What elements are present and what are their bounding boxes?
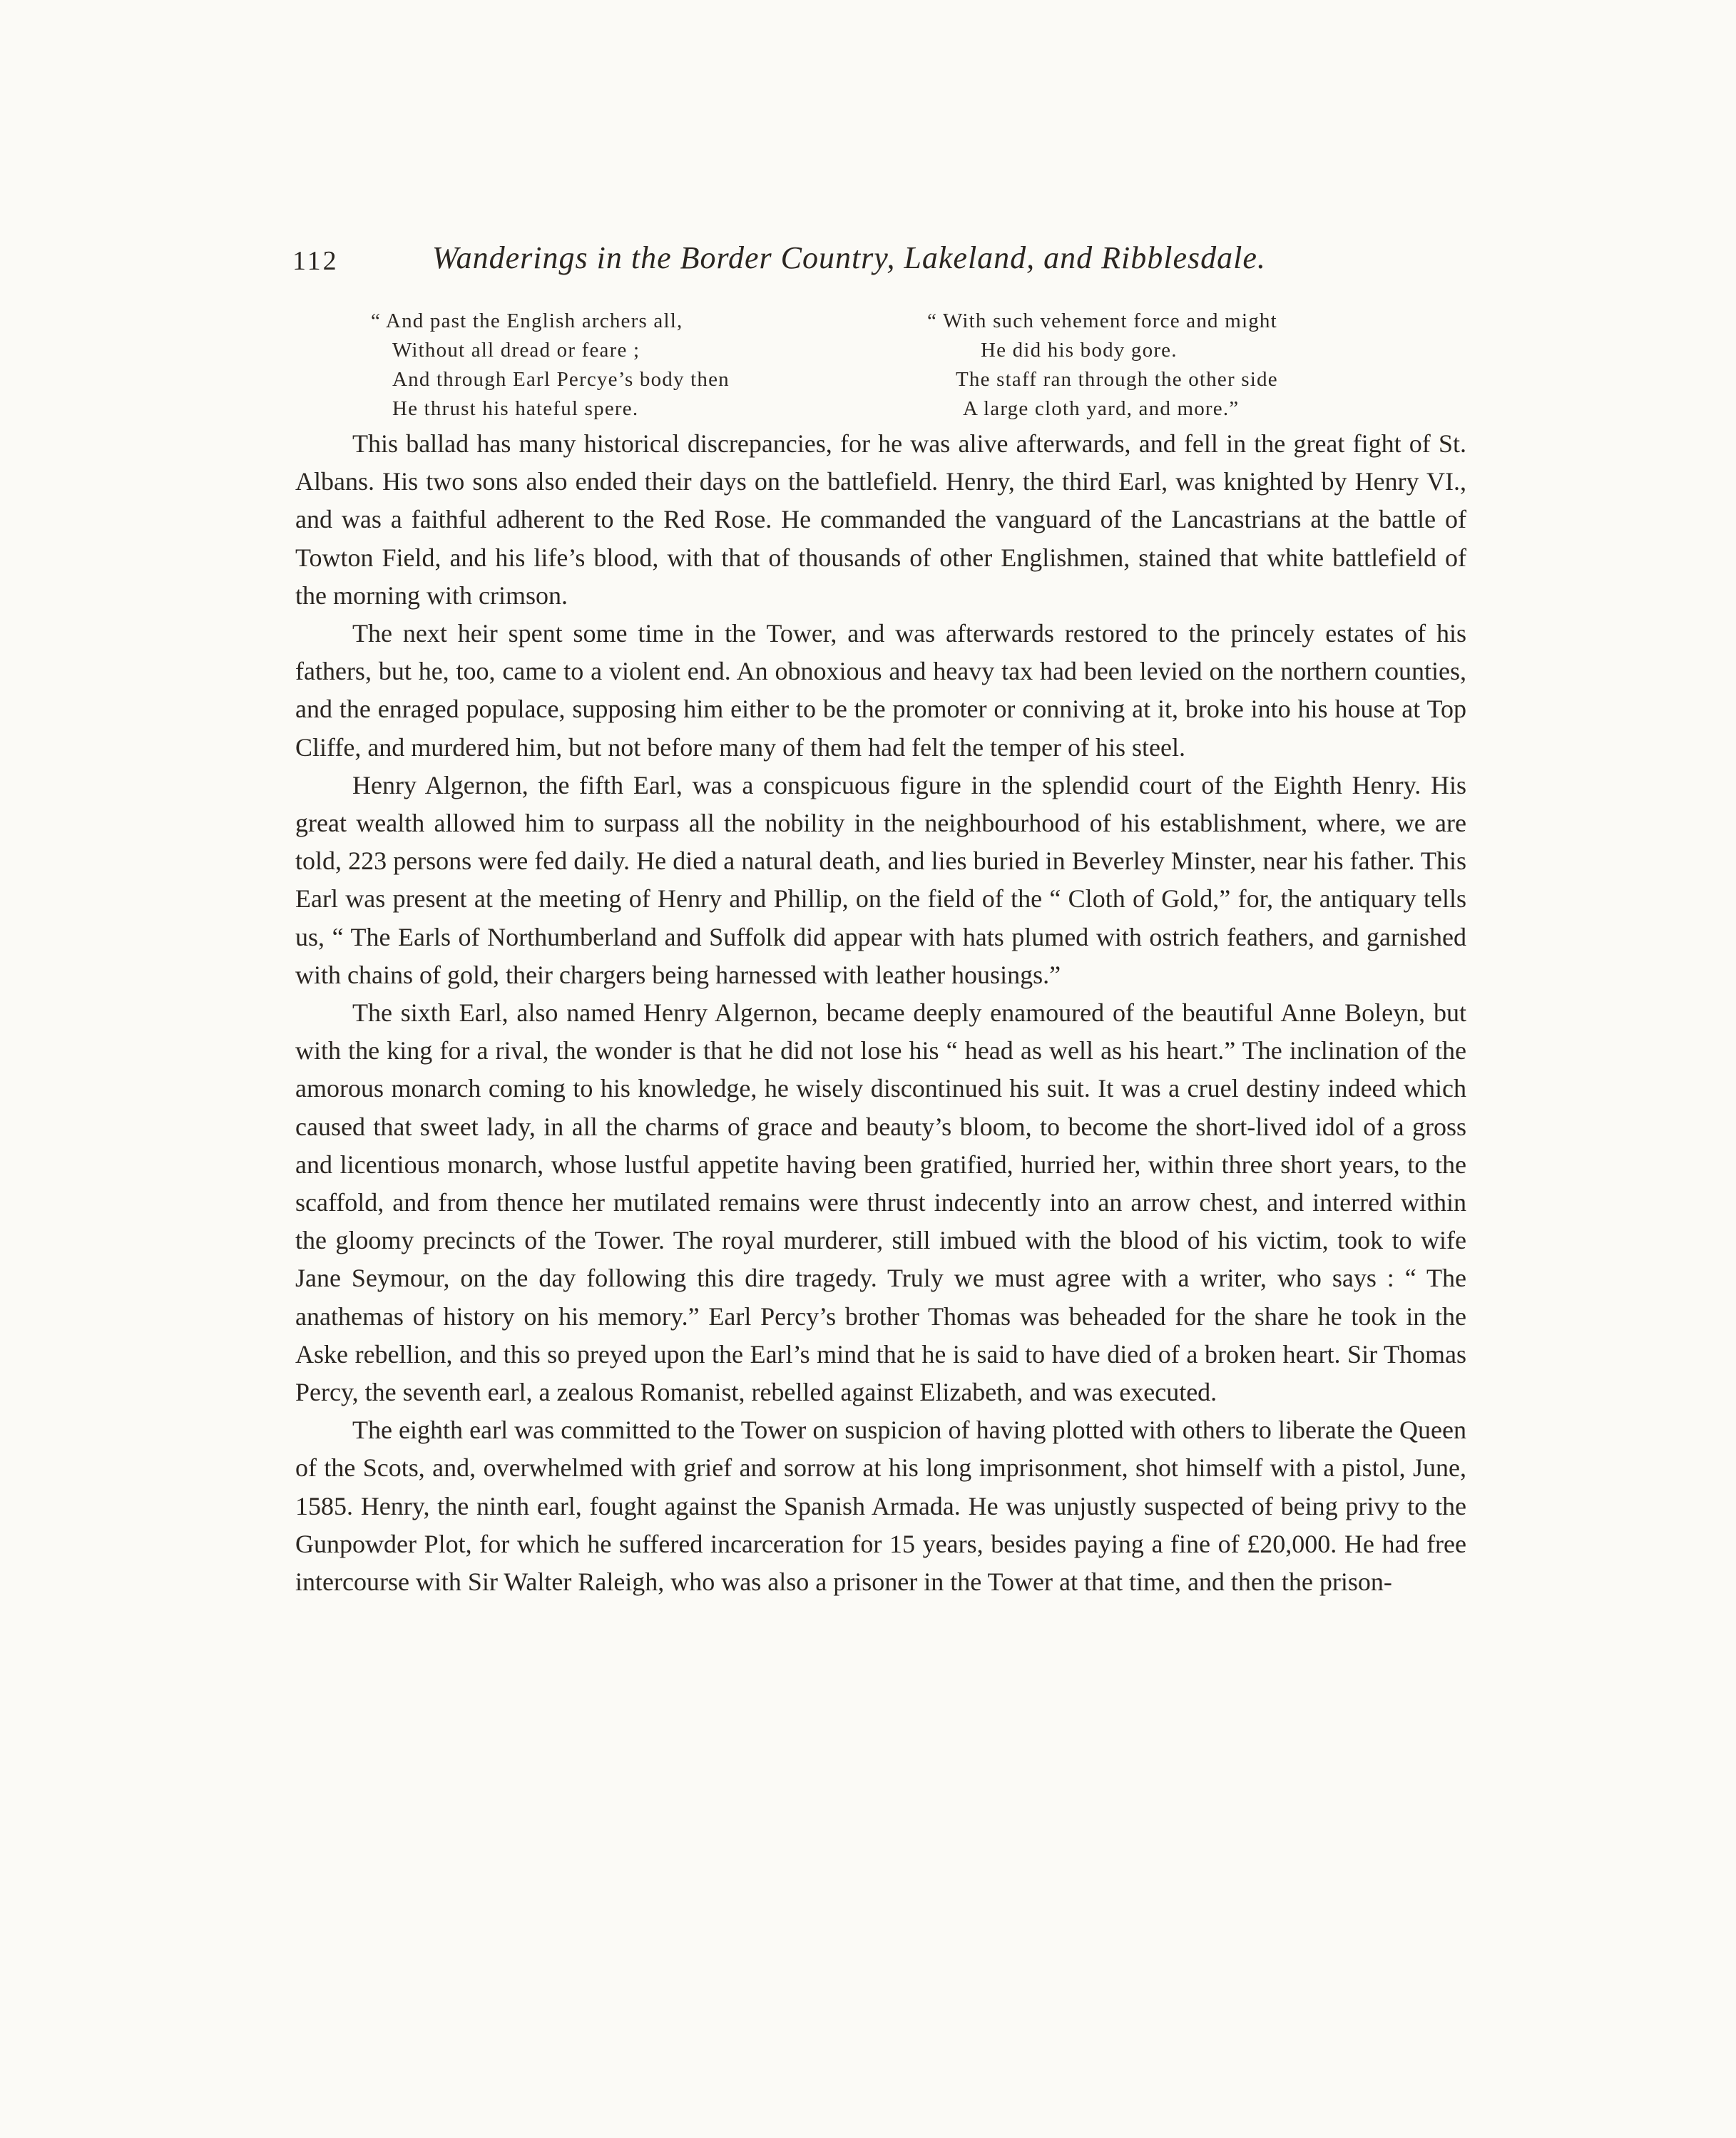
body-text bbox=[295, 425, 1466, 1601]
running-head bbox=[292, 240, 1334, 290]
paragraph: The eighth earl was committed to the Tower on suspicion of having plotted with others to liberate the Queen of the Scots, and, overwhelmed with grief and sorrow at his long imprisonment, shot himself with a pistol, June, 1585. Henry, the ninth earl, fought against the Spanish Armada. He was unjustly suspected of being privy to the Gunpowder Plot, for which he suffered incarceration for 15 years, besides paying a fine of £20,000. He had free intercourse with Sir Walter Raleigh, who was also a prisoner in the Tower at that time, and then the prison- bbox=[295, 1416, 1466, 1597]
verse-line: And through Earl Percye’s body then bbox=[392, 368, 730, 391]
paragraph: This ballad has many historical discrepancies, for he was alive afterwards, and fell in the great fight of St. Albans. His two sons also ended their days on the battlefield. Henry, the third Earl, was knighted by Henry VI., and was a faithful adherent to the Red Rose. He commanded the vanguard of the Lancastrians at the battle of Towton Field, and his life’s blood, with that of thousands of other Englishmen, stained that white battlefield of the morning with crimson. bbox=[295, 429, 1466, 610]
verse-line: Without all dread or feare ; bbox=[392, 339, 640, 362]
verse-line: He thrust his hateful spere. bbox=[392, 397, 639, 420]
stanza-right bbox=[927, 307, 1369, 424]
ballad-quotation bbox=[0, 307, 1736, 428]
verse-line: A large cloth yard, and more.” bbox=[963, 397, 1240, 420]
paragraph: The next heir spent some time in the Tower, and was afterwards restored to the princely estates of his fathers, but he, too, came to a violent end. An obnoxious and heavy tax had been levied on the northern counties, and the enraged populace, supposing him either to be the promoter or conniving at it, broke into his house at Top Cliffe, and murdered him, but not before many of them had felt the temper of his steel. bbox=[295, 619, 1466, 762]
stanza-left bbox=[371, 307, 813, 424]
verse-line: He did his body gore. bbox=[981, 339, 1178, 362]
paragraph: The sixth Earl, also named Henry Algernon, became deeply enamoured of the beautiful Anne Boleyn, but with the king for a rival, the wonder is that he did not lose his “ head as well as his heart.” The inclination of the amorous monarch coming to his knowledge, he wisely discontinued his suit. It was a cruel destiny indeed which caused that sweet lady, in all the charms of grace and beauty’s bloom, to become the short-lived idol of a gross and licentious monarch, whose lustful appetite having been gratified, hurried her, within three short years, to the scaffold, and from thence her mutilated remains were thrust indecently into an arrow chest, and interred within the gloomy precincts of the Tower. The royal murderer, still imbued with the blood of his victim, took to wife Jane Seymour, on the day following this dire tragedy. Truly we must agree with a writer, who says : “ The anathemas of history on his memory.” Earl Percy’s brother Thomas was beheaded for the share he took in the Aske rebellion, and this so preyed upon the Earl’s mind that he is said to have died of a broken heart. Sir Thomas Percy, the seventh earl, a zealous Romanist, rebelled against Elizabeth, and was executed. bbox=[295, 998, 1466, 1407]
verse-line: The staff ran through the other side bbox=[956, 368, 1278, 391]
verse-line: “ And past the English archers all, bbox=[371, 310, 683, 332]
paragraph: Henry Algernon, the fifth Earl, was a conspicuous figure in the splendid court of the Eighth Henry. His great wealth allowed him to surpass all the nobility in the neighbourhood of his establishment, where, we are told, 223 persons were fed daily. He died a natural death, and lies buried in Beverley Minster, near his father. This Earl was present at the meeting of Henry and Phillip, on the field of the “ Cloth of Gold,” for, the antiquary tells us, “ The Earls of Northumberland and Suffolk did appear with hats plumed with ostrich feathers, and garnished with chains of gold, their chargers being harnessed with leather housings.” bbox=[295, 770, 1466, 989]
page-number: 112 bbox=[292, 246, 339, 276]
verse-line: “ With such vehement force and might bbox=[927, 310, 1277, 332]
book-title: Wanderings in the Border Country, Lakeland, and Ribblesdale. bbox=[432, 240, 1266, 275]
